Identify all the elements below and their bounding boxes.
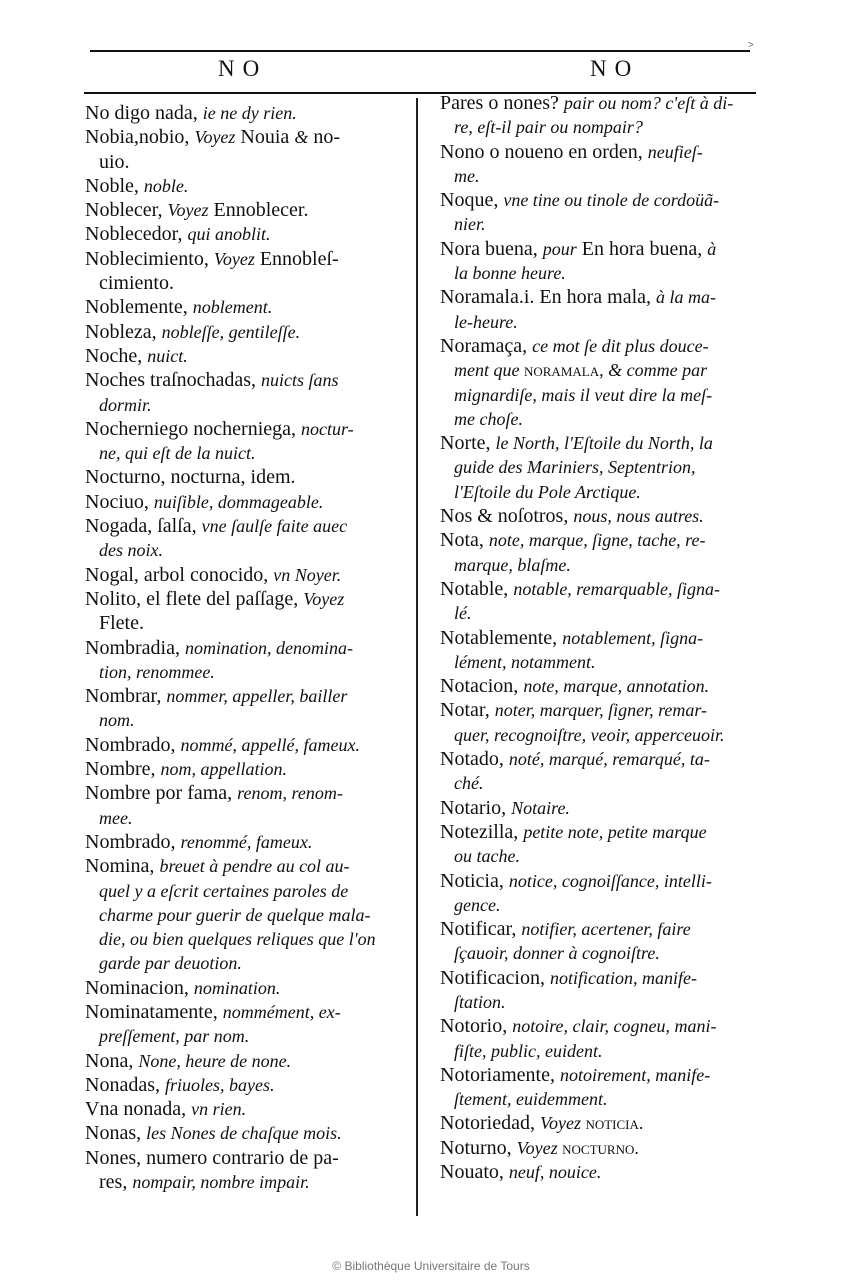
spanish-text: Notorio, (440, 1015, 513, 1038)
spanish-text: Nobia,nobio, (85, 126, 195, 149)
french-gloss: vn Noyer. (273, 564, 342, 585)
entry-line (85, 1073, 425, 1097)
french-gloss: nommé, appellé, fameux. (180, 734, 360, 755)
spanish-text: Nono o noueno en orden, (440, 140, 648, 163)
french-gloss: garde par deuotion. (99, 953, 242, 974)
french-gloss: None, heure de none. (138, 1050, 292, 1071)
spanish-text: Notezilla, (440, 820, 524, 843)
entry-line (440, 334, 780, 358)
french-gloss: ché. (454, 773, 484, 794)
french-gloss: noté, marqué, remarqué, ta- (508, 749, 710, 770)
french-gloss: renom, renom- (237, 783, 343, 804)
entry-line (440, 504, 780, 528)
french-gloss: renommé, fameux. (180, 831, 313, 852)
entry-line (440, 237, 780, 261)
entry-continuation-line (85, 806, 425, 830)
french-gloss: Voyez (516, 1137, 558, 1158)
spanish-text: Notacion, (440, 675, 524, 698)
entry-line (440, 140, 780, 164)
french-gloss: noble. (143, 175, 189, 196)
entry-line (85, 465, 425, 489)
french-gloss: pour (542, 238, 577, 259)
entry-continuation-line (440, 601, 780, 625)
entry-line (85, 101, 425, 125)
column-divider (416, 98, 418, 1216)
spanish-text: Notario, (440, 796, 512, 819)
entry-continuation-line (440, 358, 780, 382)
entry-continuation-line (85, 903, 425, 927)
spanish-text: Noturno, (440, 1136, 517, 1159)
french-gloss: nomination, denomina- (184, 637, 353, 658)
french-gloss: friuoles, bayes. (164, 1074, 275, 1095)
cross-reference: noramala (523, 360, 600, 381)
entry-line (85, 563, 425, 587)
spanish-text: Noblemente, (85, 296, 193, 319)
entry-line (85, 247, 425, 271)
entry-line (85, 174, 425, 198)
french-gloss: quel y a eſcrit certaines paroles de (99, 880, 349, 901)
entry-continuation-line (440, 310, 780, 334)
entry-continuation-line (85, 927, 425, 951)
french-gloss: mignardiſe, mais il veut dire la meſ- (454, 384, 713, 405)
entry-line (85, 198, 425, 222)
spanish-text: Nomina, (85, 855, 160, 878)
corner-mark: ˃ (748, 40, 754, 51)
french-gloss: Voyez (539, 1113, 581, 1134)
spanish-text: Ennobleſ- (254, 247, 339, 270)
entry-continuation-line (440, 650, 780, 674)
french-gloss: lément, notamment. (454, 651, 596, 672)
entry-continuation-line (85, 1170, 425, 1194)
french-gloss: nommer, appeller, bailler (166, 686, 348, 707)
french-gloss: la bonne heure. (454, 263, 566, 284)
french-gloss: guide des Mariniers, Septentrion, (454, 457, 696, 478)
entry-continuation-line (440, 553, 780, 577)
french-gloss: notable, remarquable, ſigna- (513, 578, 720, 599)
french-gloss: ie ne dy rien. (202, 103, 297, 123)
entry-line (440, 285, 780, 309)
spanish-text: Nombrado, (85, 733, 181, 756)
entry-continuation-line (440, 990, 780, 1014)
entry-continuation-line (440, 723, 780, 747)
french-gloss: mee. (99, 807, 133, 828)
entry-continuation-line (85, 538, 425, 562)
french-gloss: tion, renommee. (99, 661, 215, 682)
french-gloss: die, ou bien quelques reliques que l'on (99, 929, 376, 950)
french-gloss: gence. (454, 894, 501, 915)
spanish-text: Nones, numero contrario de pa- (85, 1146, 339, 1169)
french-gloss: noctur- (301, 418, 354, 439)
entry-line (85, 757, 425, 781)
spanish-text: Nocturno, nocturna, idem. (85, 466, 296, 489)
entry-line (440, 966, 780, 990)
spanish-text: Nociuo, (85, 490, 154, 513)
entry-line (440, 1111, 780, 1135)
french-gloss: vne tine ou tinole de cordoüã- (503, 190, 720, 211)
entry-continuation-line (85, 150, 425, 174)
cross-reference: noticia. (580, 1113, 644, 1134)
french-gloss: nom. (99, 710, 135, 731)
spanish-text: Notado, (440, 748, 509, 771)
entry-line (440, 1160, 780, 1184)
french-gloss: ſtement, euidemment. (454, 1089, 608, 1110)
spanish-text: no- (308, 126, 340, 149)
spanish-text: cimiento. (99, 272, 174, 295)
entry-line (85, 344, 425, 368)
spanish-text: Noblecimiento, (85, 247, 214, 270)
french-gloss: les Nones de chaſque mois. (146, 1123, 342, 1144)
french-gloss: notification, manife- (549, 967, 697, 988)
spanish-text: Notificar, (440, 918, 522, 941)
french-gloss: le-heure. (454, 311, 518, 332)
entry-line (85, 514, 425, 538)
spanish-text: Nora buena, (440, 237, 543, 260)
entry-continuation-line (440, 407, 780, 431)
french-gloss: ment que (454, 360, 524, 381)
running-head-left: NO (218, 56, 268, 81)
french-gloss: notifier, acertener, faire (521, 919, 691, 940)
entry-continuation-line (85, 879, 425, 903)
entry-continuation-line (85, 441, 425, 465)
entry-line (440, 626, 780, 650)
french-gloss: le North, l'Eſtoile du North, la (495, 433, 713, 454)
entry-line (85, 733, 425, 757)
entry-continuation-line (440, 480, 780, 504)
entry-line (440, 528, 780, 552)
french-gloss: Voyez (303, 588, 345, 609)
french-gloss: notablement, ſigna- (562, 627, 704, 648)
french-gloss: vne ſaulſe faite auec (201, 516, 348, 537)
entry-line (85, 125, 425, 149)
french-gloss: à la ma- (656, 287, 717, 308)
french-gloss: nommément, ex- (222, 1001, 341, 1022)
french-gloss: breuet à pendre au col au- (159, 856, 350, 877)
spanish-text: Nombradia, (85, 636, 185, 659)
spanish-text: uio. (99, 150, 130, 173)
french-gloss: qui anoblit. (187, 224, 271, 245)
french-gloss: ſçauoir, donner à cognoiſtre. (454, 943, 660, 964)
french-gloss: note, marque, ſigne, tache, re- (488, 530, 706, 551)
entry-line (85, 417, 425, 441)
entry-continuation-line (440, 115, 780, 139)
spanish-text: Notablemente, (440, 626, 563, 649)
spanish-text: Noches traſnochadas, (85, 369, 262, 392)
entry-continuation-line (85, 951, 425, 975)
french-gloss: marque, blaſme. (454, 554, 571, 575)
spanish-text: res, (99, 1171, 133, 1194)
entry-line (440, 698, 780, 722)
french-gloss: petite note, petite marque (523, 821, 707, 842)
entry-continuation-line (440, 1087, 780, 1111)
entry-line (85, 368, 425, 392)
spanish-text: Nogal, arbol conocido, (85, 563, 274, 586)
french-gloss: nom, appellation. (160, 759, 288, 780)
french-gloss: Voyez (167, 200, 209, 221)
french-gloss: nier. (454, 214, 486, 235)
entry-line (440, 796, 780, 820)
french-gloss: nuict. (147, 345, 188, 366)
spanish-text: Notable, (440, 577, 514, 600)
spanish-text: Vna nonada, (85, 1098, 192, 1121)
running-head-right: NO (590, 56, 640, 81)
entry-line (85, 1097, 425, 1121)
spanish-text: Nouato, (440, 1161, 509, 1184)
spanish-text: Nombrar, (85, 685, 167, 708)
french-gloss: Notaire. (511, 797, 570, 818)
entry-line (440, 1136, 780, 1160)
entry-line (440, 820, 780, 844)
entry-line (440, 869, 780, 893)
right-column (440, 91, 780, 1184)
spanish-text: Ennoblecer. (208, 199, 309, 222)
entry-line (85, 636, 425, 660)
french-gloss: neuf, nouice. (508, 1162, 602, 1183)
entry-continuation-line (85, 708, 425, 732)
entry-line (85, 1146, 425, 1170)
french-gloss: dormir. (99, 394, 152, 415)
spanish-text: Nogada, ſalſa, (85, 515, 202, 538)
french-gloss: vn rien. (191, 1099, 247, 1120)
spanish-text: Noque, (440, 189, 504, 212)
entry-line (440, 747, 780, 771)
spanish-text: Nonas, (85, 1122, 147, 1145)
spanish-text: Noble, (85, 174, 144, 197)
french-gloss: re, eſt-il pair ou nompair? (454, 117, 643, 138)
entry-continuation-line (440, 893, 780, 917)
spanish-text: No digo nada, (85, 102, 203, 124)
spanish-text: Nombrado, (85, 830, 181, 853)
spanish-text: Pares o nones? (440, 92, 564, 114)
entry-line (85, 781, 425, 805)
french-gloss: me. (454, 165, 480, 186)
spanish-text: Nombre, (85, 758, 161, 781)
spanish-text: Nota, (440, 529, 489, 552)
french-gloss: à (707, 238, 717, 259)
spanish-text: Noticia, (440, 869, 509, 892)
french-gloss: ſtation. (454, 991, 506, 1012)
spanish-text: Nominacion, (85, 976, 194, 999)
top-rule (90, 50, 750, 52)
spanish-text: Nos & noſotros, (440, 505, 574, 528)
entry-line (85, 854, 425, 878)
entry-line (440, 917, 780, 941)
entry-continuation-line (85, 271, 425, 295)
spanish-text: Nona, (85, 1049, 139, 1072)
entry-continuation-line (440, 212, 780, 236)
entry-line (85, 222, 425, 246)
french-gloss: nuicts ſans (261, 370, 339, 391)
french-gloss: notoire, clair, cogneu, mani- (512, 1016, 717, 1037)
entry-line (440, 674, 780, 698)
spanish-text: Notar, (440, 699, 495, 722)
spanish-text: Noramaça, (440, 334, 533, 357)
entry-continuation-line (85, 393, 425, 417)
entry-continuation-line (440, 261, 780, 285)
entry-line (85, 830, 425, 854)
spanish-text: Nouia (235, 126, 295, 149)
french-gloss: nous, nous autres. (573, 506, 704, 527)
entry-line (85, 1121, 425, 1145)
entry-line (85, 1000, 425, 1024)
entry-continuation-line (440, 844, 780, 868)
entry-line (85, 295, 425, 319)
copyright-footer: © Bibliothèque Universitaire de Tours (332, 1259, 530, 1273)
french-gloss: pair ou nom? c'eſt à di- (563, 93, 734, 113)
french-gloss: ne, qui eſt de la nuict. (99, 443, 256, 464)
entry-line (440, 1014, 780, 1038)
entry-line (440, 1063, 780, 1087)
french-gloss: quer, recognoiſtre, veoir, apperceuoir. (454, 724, 725, 745)
french-gloss: notice, cognoiſſance, intelli- (508, 870, 712, 891)
spanish-text: Nominatamente, (85, 1000, 223, 1023)
french-gloss: noter, marquer, ſigner, remar- (494, 700, 708, 721)
entry-line (85, 1049, 425, 1073)
spanish-text: Noramala.i. En hora mala, (440, 286, 657, 309)
french-gloss: ce mot ſe dit plus douce- (532, 335, 709, 356)
french-gloss: des noix. (99, 540, 163, 561)
entry-line (85, 587, 425, 611)
spanish-text: Flete. (99, 612, 144, 635)
french-gloss: , & comme par (599, 360, 708, 381)
french-gloss: nobleſſe, gentileſſe. (161, 321, 301, 342)
entry-line (85, 320, 425, 344)
spanish-text: En hora buena, (576, 237, 708, 260)
entry-line (440, 188, 780, 212)
spanish-text: Notificacion, (440, 966, 550, 989)
french-gloss: ou tache. (454, 846, 520, 867)
french-gloss: nompair, nombre impair. (132, 1172, 310, 1193)
spanish-text: Notoriamente, (440, 1063, 560, 1086)
spanish-text: Nombre por fama, (85, 782, 238, 805)
french-gloss: noblement. (192, 297, 273, 318)
french-gloss: lé. (454, 603, 472, 624)
spanish-text: Notoriedad, (440, 1112, 540, 1135)
french-gloss: notoirement, manife- (559, 1064, 711, 1085)
entry-continuation-line (440, 771, 780, 795)
french-gloss: Voyez (213, 248, 255, 269)
spanish-text: Nolito, el flete del paſſage, (85, 587, 304, 610)
entry-continuation-line (85, 1024, 425, 1048)
left-column (85, 101, 425, 1194)
entry-line (85, 490, 425, 514)
spanish-text: Nobleza, (85, 320, 162, 343)
spanish-text: Nonadas, (85, 1073, 165, 1096)
french-gloss: preſſement, par nom. (99, 1026, 250, 1047)
entry-continuation-line (85, 611, 425, 635)
spanish-text: Norte, (440, 432, 496, 455)
entry-continuation-line (440, 941, 780, 965)
cross-reference: nocturno. (557, 1137, 639, 1158)
spanish-text: Noblecer, (85, 199, 168, 222)
entry-continuation-line (440, 383, 780, 407)
french-gloss: fiſte, public, euident. (454, 1040, 603, 1061)
french-gloss: Voyez (194, 127, 236, 148)
french-gloss: me choſe. (454, 408, 523, 429)
spanish-text: Noblecedor, (85, 223, 188, 246)
entry-line (85, 684, 425, 708)
french-gloss: neufieſ- (647, 141, 703, 162)
entry-continuation-line (85, 660, 425, 684)
entry-line (85, 976, 425, 1000)
entry-line (440, 577, 780, 601)
entry-line (440, 91, 780, 115)
french-gloss: charme pour guerir de quelque mala- (99, 904, 371, 925)
entry-continuation-line (440, 1039, 780, 1063)
spanish-text: Noche, (85, 344, 148, 367)
entry-line (440, 431, 780, 455)
french-gloss: nomination. (193, 977, 281, 998)
french-gloss: & (294, 127, 309, 148)
french-gloss: note, marque, annotation. (523, 676, 710, 697)
entry-continuation-line (440, 455, 780, 479)
spanish-text: Nocherniego nocherniega, (85, 417, 302, 440)
french-gloss: l'Eſtoile du Pole Arctique. (454, 481, 641, 502)
entry-continuation-line (440, 164, 780, 188)
french-gloss: nuiſible, dommageable. (153, 491, 324, 512)
